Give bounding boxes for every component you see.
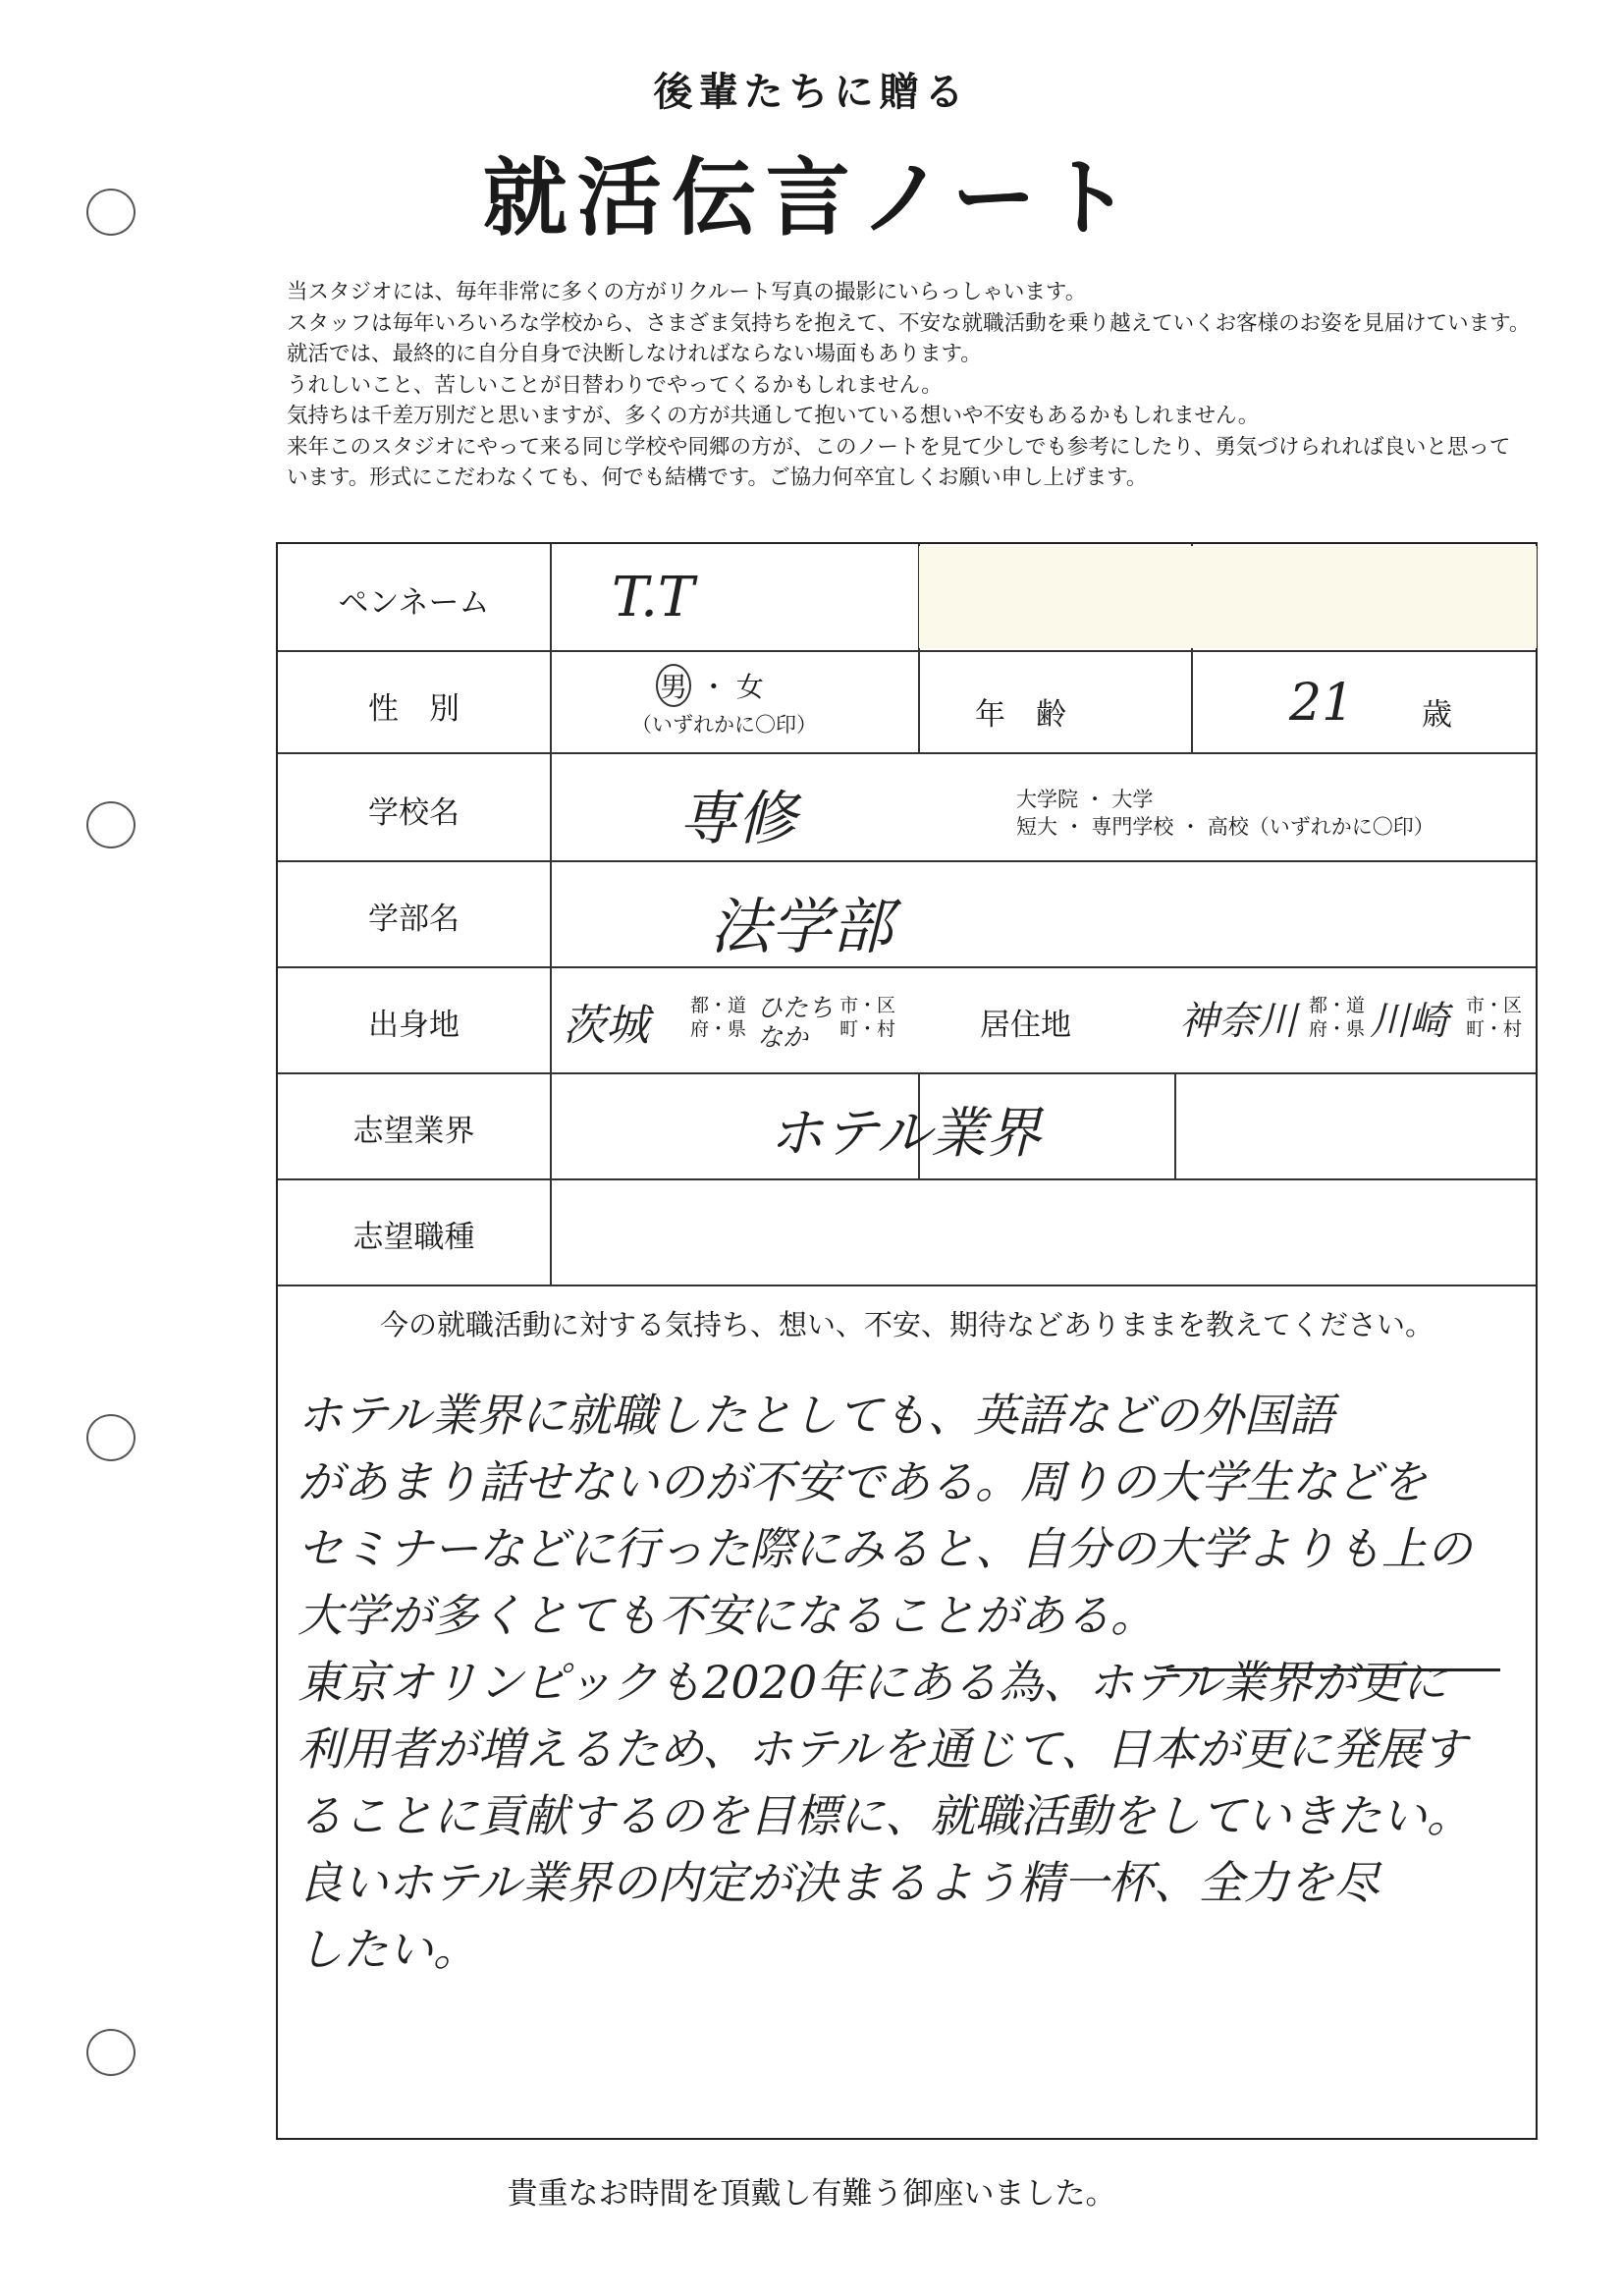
gender-note: （いずれかに〇印）	[631, 713, 817, 737]
intro-line: スタッフは毎年いろいろな学校から、さまざま気持ちを抱えて、不安な就職活動を乗り越えていくお客様のお姿を見届けています。	[287, 310, 1531, 336]
gender-options	[656, 664, 764, 707]
hometown-city-unit: 市・区 町・村	[839, 995, 896, 1040]
industry-label: 志望業界	[352, 1114, 475, 1149]
essay-line: 利用者が増えるため、ホテルを通じて、日本が更に発展す	[298, 1722, 1467, 1776]
gender-female-option: 女	[735, 671, 764, 703]
gender-label: 性 別	[368, 691, 460, 727]
handwritten-essay	[298, 1382, 1525, 1983]
residence-label: 居住地	[980, 1008, 1071, 1043]
essay-line: 東京オリンピックも2020年にある為、ホテル業界が更に	[298, 1656, 1447, 1709]
intro-line: 就活では、最終的に自分自身で決断しなければならない場面もあります。	[287, 342, 982, 366]
page-subtitle: 後輩たちに贈る	[653, 70, 970, 115]
school-type-line2: 短大 ・ 専門学校 ・ 高校（いずれかに〇印）	[1016, 815, 1434, 839]
residence-prefecture: 神奈川	[1179, 999, 1297, 1044]
school-type-line1: 大学院 ・ 大学	[1016, 788, 1154, 811]
essay-line: があまり話せないのが不安である。周りの大学生などを	[298, 1455, 1427, 1508]
school-label: 学校名	[368, 795, 460, 831]
essay-line: ることに貢献するのを目標に、就職活動をしていきたい。	[298, 1789, 1472, 1842]
binder-hole	[86, 1414, 135, 1461]
faculty-value: 法学部	[710, 891, 893, 962]
residence-pref-unit: 都・道 府・県	[1309, 995, 1366, 1040]
intro-line: うれしいこと、苦しいことが日替わりでやってくるかもしれません。	[287, 372, 943, 398]
intro-line: 当スタジオには、毎年非常に多くの方がリクルート写真の撮影にいらっしゃいます。	[287, 280, 1087, 304]
age-value: 21	[1289, 674, 1355, 733]
binder-hole	[86, 2029, 135, 2076]
intro-line: 気持ちは千差万別だと思いますが、多くの方が共通して抱いている想いや不安もあるかもしれません。	[287, 404, 1260, 428]
essay-line: 良いホテル業界の内定が決まるよう精一杯、全力を尽	[298, 1856, 1380, 1909]
gender-separator: ・	[699, 671, 728, 703]
hometown-label: 出身地	[368, 1008, 460, 1043]
essay-line: セミナーなどに行った際にみると、自分の大学よりも上の	[298, 1522, 1472, 1575]
faculty-label: 学部名	[368, 902, 460, 937]
hometown-pref-unit: 都・道 府・県	[690, 995, 747, 1040]
essay-line: したい。	[298, 1923, 478, 1976]
essay-line: ホテル業界に就職したとしても、英語などの外国語	[298, 1389, 1334, 1442]
industry-value: ホテル業界	[769, 1102, 1042, 1166]
school-value: 専修	[678, 785, 796, 853]
gender-male-option: 男	[656, 664, 691, 707]
strikethrough-mark	[1166, 1668, 1500, 1671]
residence-city: 川崎	[1370, 999, 1448, 1044]
hometown-prefecture: 茨城	[563, 1001, 649, 1051]
free-text-prompt: 今の就職活動に対する気持ち、想い、不安、期待などありままを教えてください。	[379, 1308, 1434, 1341]
age-unit: 歳	[1422, 697, 1452, 733]
binder-hole	[86, 801, 135, 848]
intro-line: います。形式にこだわなくても、何でも結構です。ご協力何卒宜しくお願い申し上げます。	[287, 465, 1148, 490]
pen-name-label: ペンネーム	[338, 585, 490, 621]
essay-line: 大学が多くとても不安になることがある。	[298, 1589, 1156, 1642]
age-label: 年 齢	[975, 697, 1066, 733]
footer-thanks: 貴重なお時間を頂戴し有難う御座いました。	[507, 2176, 1116, 2212]
residence-city-unit: 市・区 町・村	[1466, 995, 1523, 1040]
intro-text	[287, 277, 1602, 494]
pen-name-value: T.T	[612, 566, 695, 629]
page-title: 就活伝言ノート	[482, 149, 1141, 247]
questionnaire-form	[276, 542, 1538, 2140]
hometown-city: ひたちなか	[757, 994, 835, 1053]
redacted-area	[919, 546, 1537, 648]
job-type-label: 志望職種	[352, 1220, 475, 1255]
intro-line: 来年このスタジオにやって来る同じ学校や同郷の方が、このノートを見て少しでも参考にしたり、勇気づけられれば良いと思って	[287, 434, 1511, 460]
